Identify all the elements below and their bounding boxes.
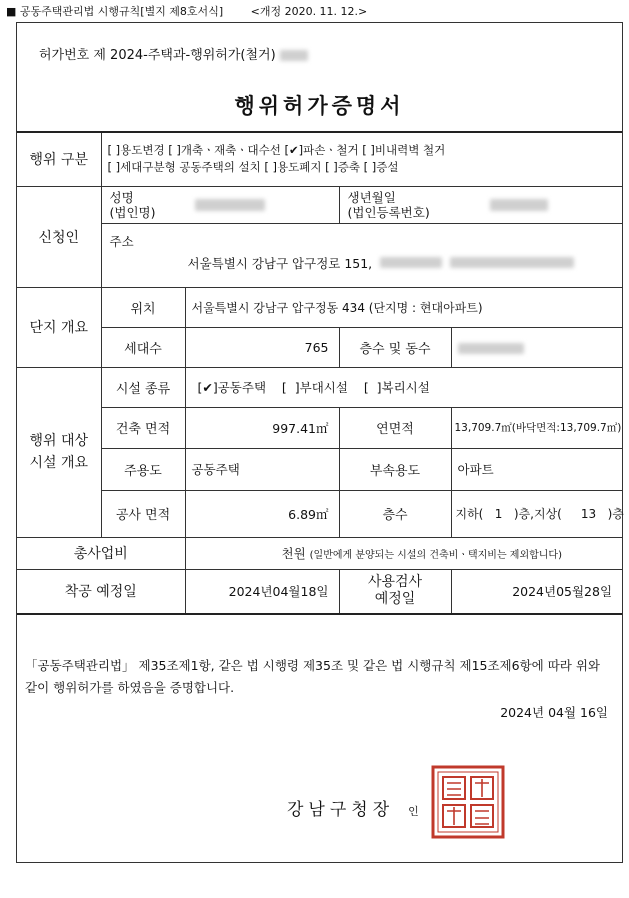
redacted-address-2 — [450, 257, 574, 268]
complex-floors-label: 층수 및 동수 — [339, 327, 451, 367]
building-area-label: 건축 면적 — [101, 407, 185, 448]
issue-date: 2024년 04월 16일 — [500, 705, 608, 720]
complex-label: 단지 개요 — [17, 287, 101, 367]
name-label: 성명 (법인명) — [109, 189, 156, 220]
row-cost — [17, 537, 622, 569]
permit-table — [17, 131, 622, 615]
start-date-value: 2024년04월18일 — [185, 569, 339, 614]
inspect-date-label: 사용검사 예정일 — [339, 569, 451, 614]
facility-floors-value: 지하( 1 )층,지상( 13 )층 — [451, 490, 622, 537]
households-label: 세대수 — [101, 327, 185, 367]
facility-type-value: [✔]공동주택 [ ]부대시설 [ ]복리시설 — [185, 367, 622, 407]
redacted-floors — [458, 343, 524, 354]
start-date-label: 착공 예정일 — [17, 569, 185, 614]
floor-area-label: 연면적 — [339, 407, 451, 448]
households-value: 765 — [185, 327, 339, 367]
row-facility-type — [17, 367, 622, 407]
address-label: 주소 — [109, 233, 134, 249]
certificate-frame — [16, 22, 623, 863]
main-use-value: 공동주택 — [185, 448, 339, 490]
act-type-line2: [ ]세대구분형 공동주택의 설치 [ ]용도폐지 [ ]증축 [ ]증설 — [107, 160, 399, 175]
row-facility-use — [17, 448, 622, 490]
redacted-name — [195, 199, 265, 211]
row-facility-area — [17, 407, 622, 448]
row-schedule — [17, 569, 622, 614]
revision-date: <개정 2020. 11. 12.> — [250, 5, 368, 18]
redacted-address-1 — [380, 257, 442, 268]
building-area-value: 997.41㎡ — [185, 407, 339, 448]
sub-use-label: 부속용도 — [339, 448, 451, 490]
document-title: 행위허가증명서 — [234, 94, 405, 118]
row-complex-households — [17, 327, 622, 367]
facility-type-label: 시설 종류 — [101, 367, 185, 407]
floor-area-value: 13,709.7㎡(바닥면적:13,709.7㎡) — [451, 407, 622, 448]
work-area-label: 공사 면적 — [101, 490, 185, 537]
redacted-birth — [490, 199, 548, 211]
issuer-name: 강남구청장 — [287, 800, 395, 820]
main-use-label: 주용도 — [101, 448, 185, 490]
permit-number — [39, 44, 308, 63]
work-area-value: 6.89㎡ — [185, 490, 339, 537]
seal-mark: 인 — [408, 805, 419, 818]
row-facility-work — [17, 490, 622, 537]
issuer — [287, 795, 419, 820]
act-type-label: 행위 구분 — [17, 132, 101, 186]
location-value: 서울특별시 강남구 압구정동 434 (단지명 : 현대아파트) — [185, 287, 622, 327]
applicant-name-cell — [101, 186, 339, 223]
redacted-permit-number — [280, 50, 308, 61]
birth-label: 생년월일 (법인등록번호) — [347, 189, 430, 220]
act-type-line1: [ ]용도변경 [ ]개축ㆍ재축ㆍ대수선 [✔]파손ㆍ철거 [ ]비내력벽 철거 — [107, 143, 446, 158]
facility-label: 행위 대상 시설 개요 — [17, 367, 101, 537]
cost-cell — [185, 537, 622, 569]
permit-number-label: 허가번호 제 2024-주택과-행위허가(철거) — [39, 48, 276, 63]
address-value: 서울특별시 강남구 압구정로 151, — [187, 255, 373, 271]
sub-use-value: 아파트 — [451, 448, 622, 490]
location-label: 위치 — [101, 287, 185, 327]
row-act-type — [17, 132, 622, 186]
facility-floors-label: 층수 — [339, 490, 451, 537]
form-header — [6, 3, 367, 19]
row-complex-location — [17, 287, 622, 327]
official-seal-icon — [431, 765, 505, 839]
cost-unit: 천원 — [281, 546, 306, 561]
applicant-label: 신청인 — [17, 186, 101, 287]
applicant-address-cell — [101, 223, 622, 287]
act-type-options — [101, 132, 622, 186]
cost-label: 총사업비 — [17, 537, 185, 569]
certification-text: 「공동주택관리법」 제35조제1항, 같은 법 시행령 제35조 및 같은 법 시행규칙 제15조제6항에 따라 위와 같이 행위허가를 하였음을 증명합니다. — [25, 658, 600, 695]
applicant-birth-cell — [339, 186, 622, 223]
inspect-date-value: 2024년05월28일 — [451, 569, 622, 614]
row-applicant-address — [17, 223, 622, 287]
form-reference: ■ 공동주택관리법 시행규칙[별지 제8호서식] — [6, 5, 224, 18]
complex-floors-cell — [451, 327, 622, 367]
row-applicant-name — [17, 186, 622, 223]
cost-note: (일반에게 분양되는 시설의 건축비ㆍ택지비는 제외합니다) — [309, 550, 562, 561]
